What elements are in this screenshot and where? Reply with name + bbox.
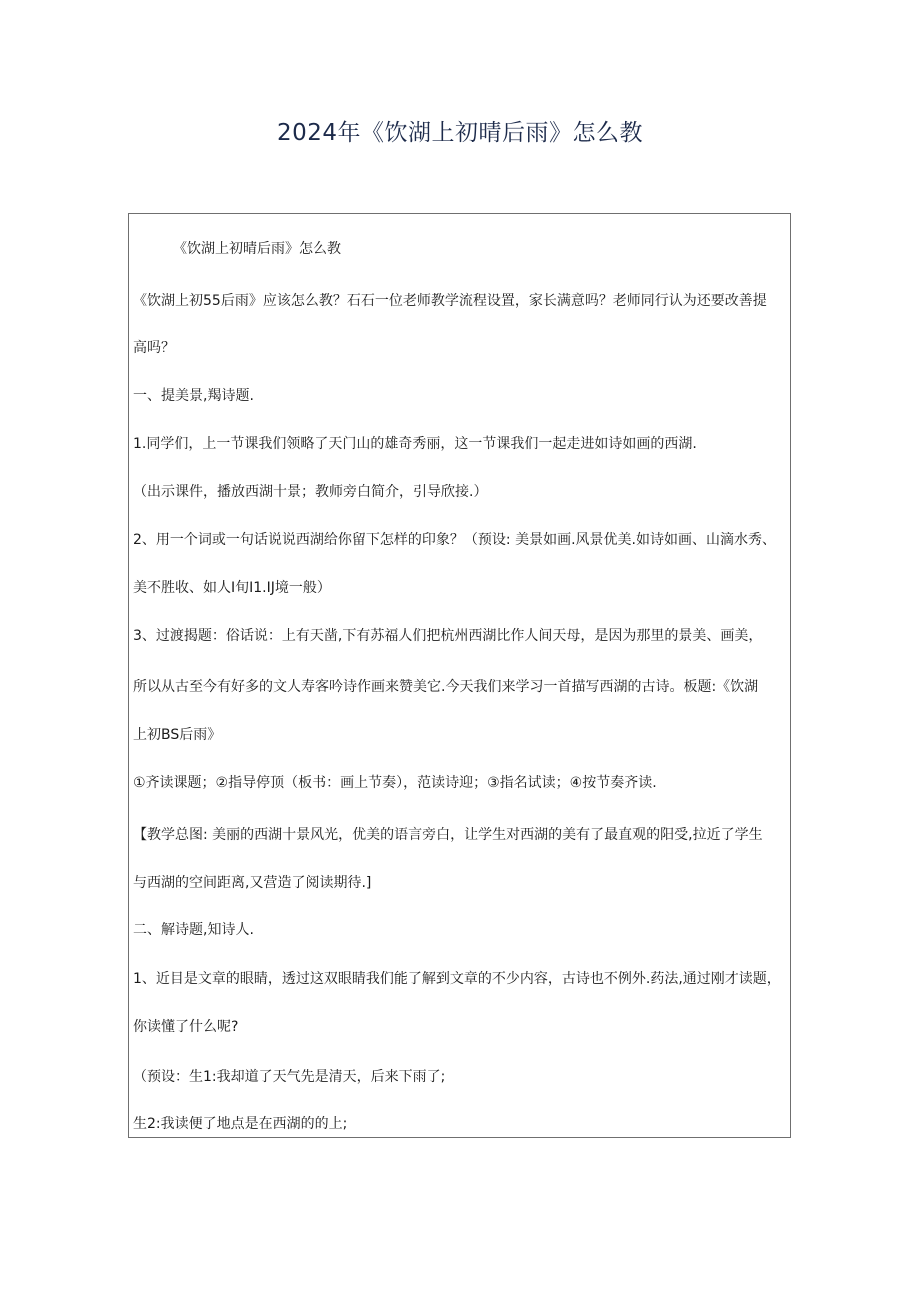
paragraph-line: 上初BS后雨》: [133, 727, 222, 743]
paragraph-line: 1.同学们，上一节课我们领略了天门山的雄奇秀丽，这一节课我们一起走进如诗如画的西湖.: [133, 436, 697, 452]
paragraph-subtitle: 《饮湖上初晴后雨》怎么教: [173, 241, 341, 257]
paragraph-line: 1、近目是文章的眼睛，透过这双眼睛我们能了解到文章的不少内容，古诗也不例外.药法,通过刚才读题，: [133, 971, 781, 987]
paragraph-line: 【教学总图: 美丽的西湖十景风光，优美的语言旁白，让学生对西湖的美有了最直观的阳受,拉近了学生: [133, 827, 763, 843]
paragraph-line: 3、过渡揭题：俗话说：上有天凿,下有苏福人们把杭州西湖比作人间天母，是因为那里的景美、画美，: [133, 628, 763, 644]
paragraph-line: 所以从古至今有好多的文人寿客吟诗作画来赞美它.今天我们来学习一首描写西湖的古诗。板题:《饮湖: [133, 679, 759, 695]
paragraph-line: （预设：生1:我却道了天气先是清天，后来下雨了;: [133, 1069, 446, 1085]
paragraph-line: 生2:我读便了地点是在西湖的的上;: [133, 1116, 348, 1132]
section-heading: 一、提美景,羯诗题.: [133, 388, 254, 404]
paragraph-line: 与西湖的空间距离,又营造了阅读期待.]: [133, 875, 372, 891]
paragraph-line: 美不胜收、如人I旬I1.IJ境一般）: [133, 580, 331, 596]
paragraph-line: 《饮湖上初55后雨》应该怎么教？石石一位老师教学流程设置，家长满意吗？老师同行认为还要改善提: [133, 293, 767, 309]
paragraph-line: （出示课件，播放西湖十景；教师旁白简介，引导欣接.）: [133, 484, 488, 500]
paragraph-line: 高吗？: [133, 340, 175, 356]
document-title: 2024年《饮湖上初晴后雨》怎么教: [276, 120, 644, 146]
section-heading: 二、解诗题,知诗人.: [133, 922, 254, 938]
paragraph-line: 2、用一个词或一句话说说西湖给你留下怎样的印象？（预设: 美景如画.风景优美.如诗如画、山滴水秀、: [133, 532, 776, 548]
paragraph-line: ①齐读课题；②指导停顶（板书：画上节奏），范读诗迎；③指名试读；④按节奏齐读.: [133, 775, 657, 791]
paragraph-line: 你读懂了什么呢?: [133, 1019, 239, 1035]
content-box: [128, 213, 791, 1138]
